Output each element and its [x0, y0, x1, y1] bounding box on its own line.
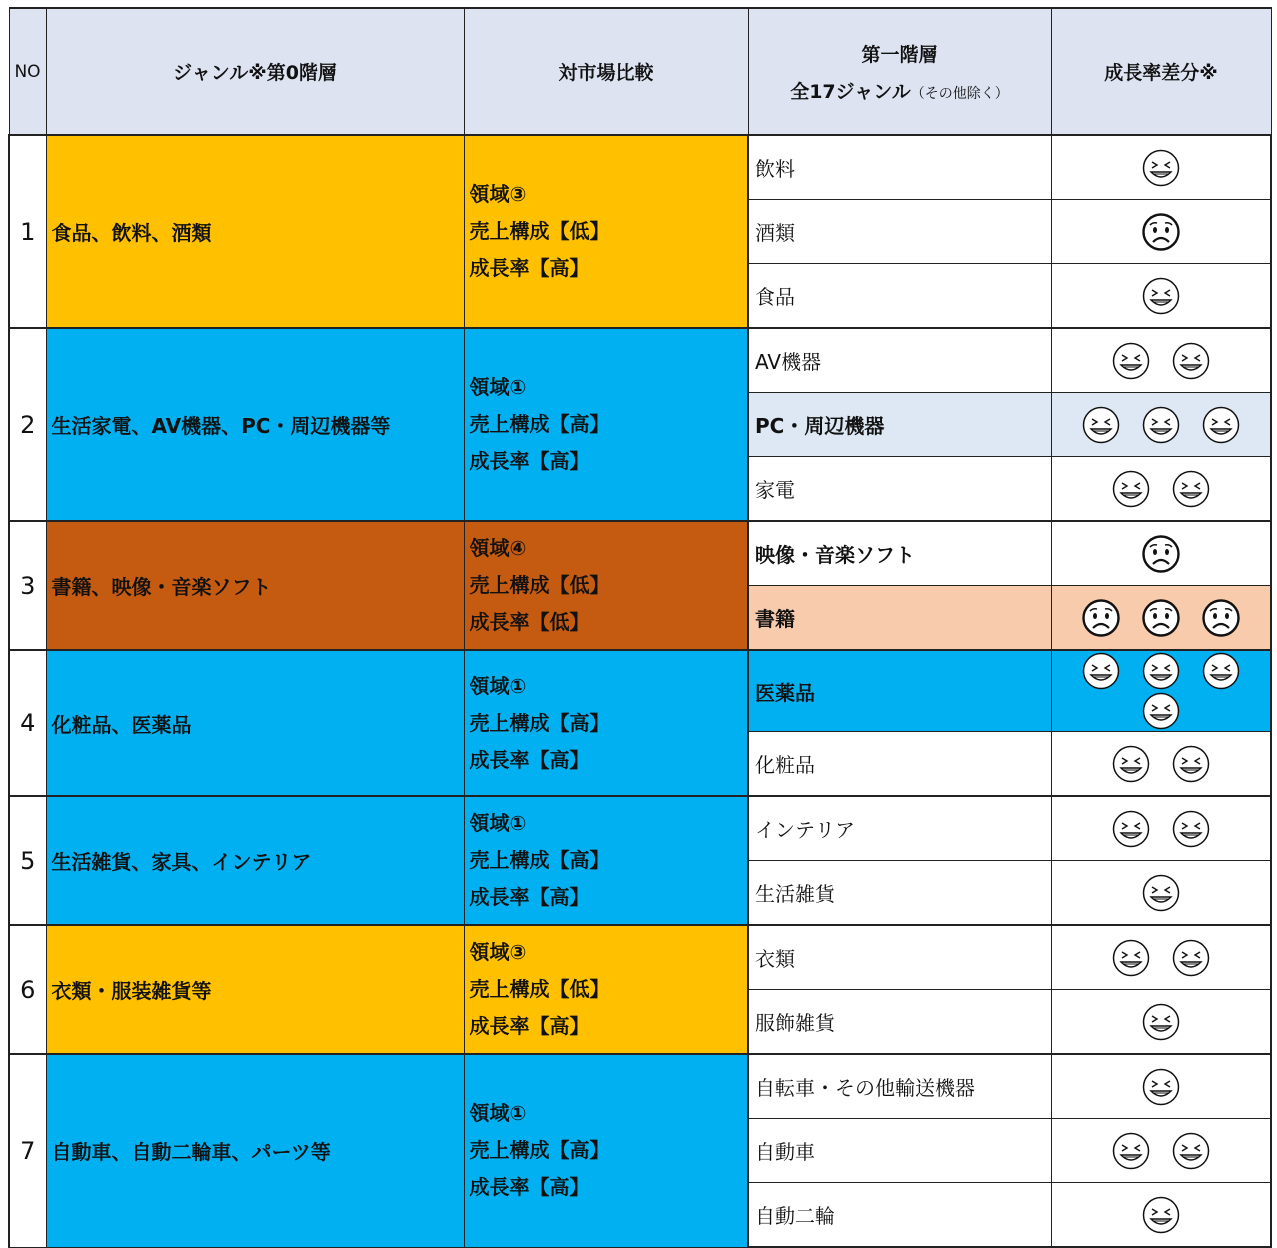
growth-diff-cell: [1051, 457, 1271, 522]
market-sales-share: 売上構成【低】: [469, 573, 610, 597]
subcategory-label: 衣類: [748, 925, 1051, 990]
subcategory-label: 生活雑貨: [748, 861, 1051, 926]
genre-cell: 自動車、自動二輪車、パーツ等: [46, 1054, 464, 1247]
row-number: 5: [9, 796, 46, 925]
happy-face-icon: [1201, 405, 1241, 445]
market-growth-rate: 成長率【高】: [469, 449, 590, 473]
subcategory-label: 書籍: [748, 586, 1051, 651]
sad-face-icon: [1081, 598, 1121, 638]
header-row: [9, 8, 1271, 135]
header-level1-subtitle: [749, 77, 1051, 104]
market-comparison-cell: [464, 925, 748, 1054]
market-comparison-cell: [464, 521, 748, 650]
happy-face-icon: [1171, 809, 1211, 849]
growth-diff-cell: [1051, 861, 1271, 926]
happy-face-icon: [1141, 148, 1181, 188]
market-area: 領域③: [469, 182, 527, 206]
sad-face-icon: [1201, 598, 1241, 638]
sad-face-icon: [1141, 212, 1181, 252]
subcategory-label: インテリア: [748, 796, 1051, 861]
header-market: 対市場比較: [464, 8, 748, 135]
happy-face-icon: [1171, 341, 1211, 381]
growth-diff-cell: [1051, 264, 1271, 329]
market-growth-rate: 成長率【高】: [469, 1175, 590, 1200]
subcategory-label: 自転車・その他輸送機器: [748, 1054, 1051, 1119]
growth-diff-cell: [1051, 650, 1271, 732]
happy-face-icon: [1141, 1067, 1181, 1107]
happy-face-icon: [1111, 341, 1151, 381]
row-number: 1: [9, 135, 46, 328]
growth-diff-cell: [1051, 200, 1271, 264]
happy-face-icon: [1141, 1002, 1181, 1042]
header-level1-count: 全17ジャンル: [790, 80, 911, 103]
market-comparison-cell: [464, 1054, 748, 1247]
subcategory-label: 映像・音楽ソフト: [748, 521, 1051, 586]
row-number: 3: [9, 521, 46, 650]
market-area: 領域①: [469, 1101, 527, 1126]
table-row: [9, 650, 1271, 732]
market-sales-share: 売上構成【高】: [469, 412, 610, 436]
header-no: NO: [9, 8, 46, 135]
growth-diff-cell: [1051, 990, 1271, 1055]
happy-face-icon: [1141, 405, 1181, 445]
row-number: 7: [9, 1054, 46, 1247]
subcategory-label: 自動車: [748, 1119, 1051, 1183]
table-row: [9, 135, 1271, 200]
happy-face-icon: [1081, 651, 1121, 691]
market-area: 領域④: [469, 536, 527, 560]
market-area: 領域①: [469, 673, 527, 698]
market-comparison-cell: [464, 328, 748, 521]
genre-cell: 生活雑貨、家具、インテリア: [46, 796, 464, 925]
market-area: 領域③: [469, 940, 527, 964]
subcategory-label: 家電: [748, 457, 1051, 522]
growth-diff-cell: [1051, 1054, 1271, 1119]
happy-face-icon: [1141, 276, 1181, 316]
header-level1-note: （その他除く）: [910, 85, 1009, 102]
market-growth-rate: 成長率【高】: [469, 747, 590, 772]
market-sales-share: 売上構成【高】: [469, 710, 610, 735]
table-row: [9, 796, 1271, 861]
happy-face-icon: [1171, 1131, 1211, 1171]
subcategory-label: 食品: [748, 264, 1051, 329]
subcategory-label: PC・周辺機器: [748, 393, 1051, 457]
market-comparison-cell: [464, 135, 748, 328]
market-sales-share: 売上構成【高】: [469, 1138, 610, 1163]
growth-diff-cell: [1051, 586, 1271, 651]
happy-face-icon: [1111, 1131, 1151, 1171]
growth-diff-cell: [1051, 796, 1271, 861]
subcategory-label: 酒類: [748, 200, 1051, 264]
row-number: 6: [9, 925, 46, 1054]
happy-face-icon: [1081, 405, 1121, 445]
growth-table: [8, 7, 1272, 1248]
happy-face-icon: [1111, 469, 1151, 509]
header-genre: ジャンル※第0階層: [46, 8, 464, 135]
happy-face-icon: [1141, 873, 1181, 913]
growth-diff-cell: [1051, 135, 1271, 200]
market-sales-share: 売上構成【低】: [469, 977, 610, 1001]
market-area: 領域①: [469, 811, 527, 835]
happy-face-icon: [1111, 744, 1151, 784]
market-comparison-cell: [464, 650, 748, 796]
happy-face-icon: [1141, 1195, 1181, 1235]
genre-cell: 衣類・服装雑貨等: [46, 925, 464, 1054]
market-growth-rate: 成長率【高】: [469, 1014, 590, 1038]
growth-diff-cell: [1051, 1119, 1271, 1183]
happy-face-icon: [1201, 651, 1241, 691]
table-body: [9, 135, 1271, 1247]
header-level1: [748, 8, 1051, 135]
subcategory-label: 医薬品: [748, 650, 1051, 732]
subcategory-label: AV機器: [748, 328, 1051, 393]
subcategory-label: 自動二輪: [748, 1183, 1051, 1248]
happy-face-icon: [1141, 691, 1181, 731]
happy-face-icon: [1171, 469, 1211, 509]
market-growth-rate: 成長率【高】: [469, 256, 590, 280]
market-comparison-cell: [464, 796, 748, 925]
happy-face-icon: [1171, 744, 1211, 784]
happy-face-icon: [1141, 651, 1181, 691]
happy-face-icon: [1111, 938, 1151, 978]
row-number: 4: [9, 650, 46, 796]
subcategory-label: 飲料: [748, 135, 1051, 200]
header-diff: 成長率差分※: [1051, 8, 1271, 135]
table-row: [9, 1054, 1271, 1119]
header-level1-title: 第一階層: [861, 43, 938, 66]
genre-cell: 化粧品、医薬品: [46, 650, 464, 796]
genre-cell: 書籍、映像・音楽ソフト: [46, 521, 464, 650]
growth-diff-cell: [1051, 1183, 1271, 1248]
table-row: [9, 925, 1271, 990]
genre-cell: 食品、飲料、酒類: [46, 135, 464, 328]
row-number: 2: [9, 328, 46, 521]
genre-cell: 生活家電、AV機器、PC・周辺機器等: [46, 328, 464, 521]
table-row: [9, 328, 1271, 393]
happy-face-icon: [1111, 809, 1151, 849]
growth-diff-cell: [1051, 925, 1271, 990]
happy-face-icon: [1171, 938, 1211, 978]
market-area: 領域①: [469, 375, 527, 399]
table-row: [9, 521, 1271, 586]
sad-face-icon: [1141, 534, 1181, 574]
subcategory-label: 化粧品: [748, 732, 1051, 797]
growth-diff-cell: [1051, 393, 1271, 457]
sad-face-icon: [1141, 598, 1181, 638]
market-growth-rate: 成長率【高】: [469, 885, 590, 909]
growth-diff-cell: [1051, 732, 1271, 797]
market-sales-share: 売上構成【低】: [469, 219, 610, 243]
subcategory-label: 服飾雑貨: [748, 990, 1051, 1055]
growth-diff-cell: [1051, 521, 1271, 586]
growth-diff-cell: [1051, 328, 1271, 393]
market-sales-share: 売上構成【高】: [469, 848, 610, 872]
market-growth-rate: 成長率【低】: [469, 610, 590, 634]
